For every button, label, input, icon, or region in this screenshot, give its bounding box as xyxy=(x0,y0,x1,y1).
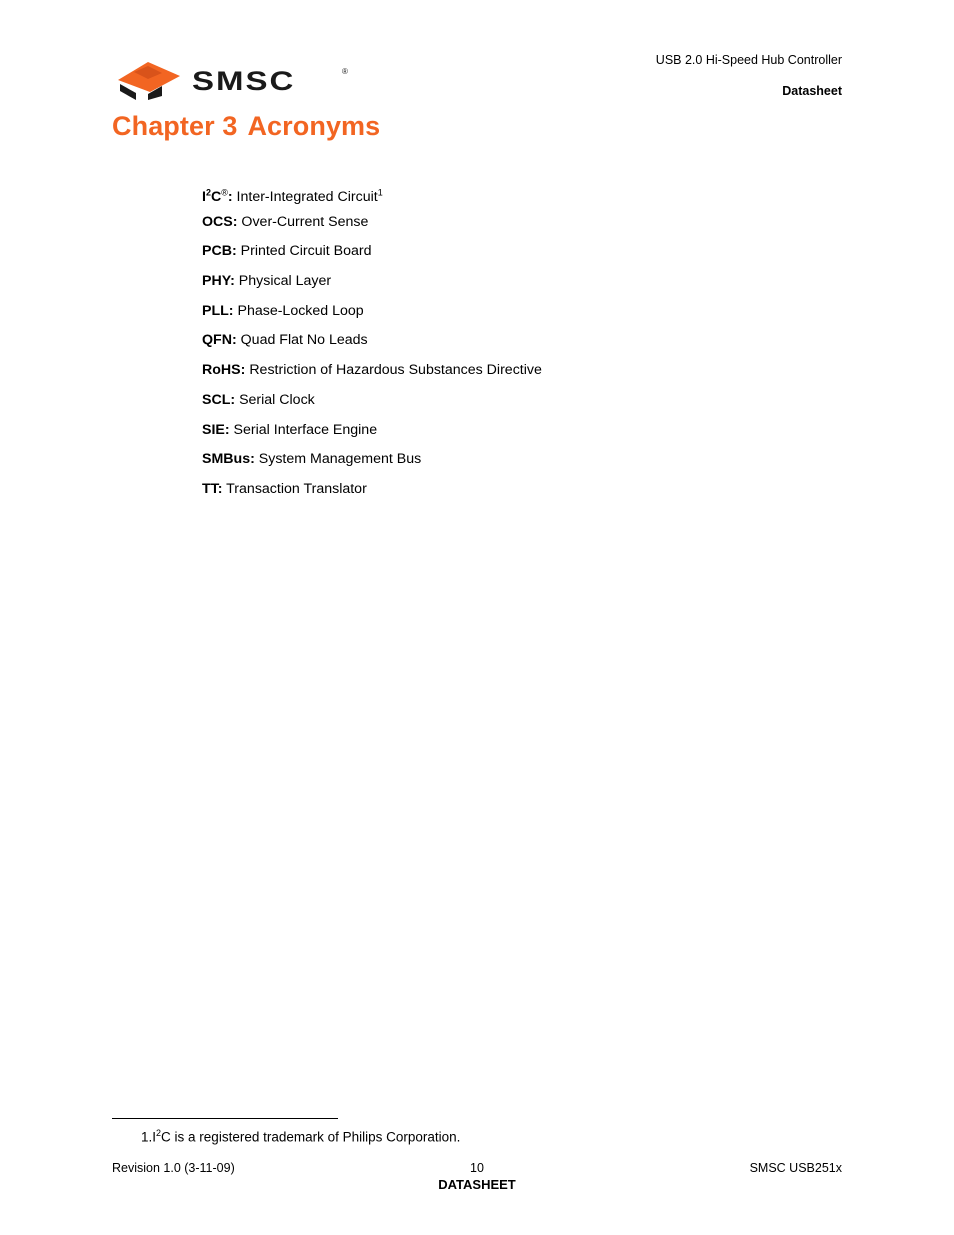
acronym-item-tt xyxy=(202,479,542,509)
acronym-item-scl xyxy=(202,390,542,420)
acronym-definition: Serial Clock xyxy=(239,391,315,408)
acronym-term: TT: xyxy=(202,480,223,497)
acronym-definition: Printed Circuit Board xyxy=(240,243,372,260)
acronym-item-phy xyxy=(202,271,542,301)
acronym-term: SCL: xyxy=(202,391,236,408)
acronym-item-rohs xyxy=(202,360,542,390)
acronym-term: SMBus: xyxy=(202,451,255,468)
acronym-definition: Transaction Translator xyxy=(226,480,367,497)
acronym-item-sie xyxy=(202,420,542,450)
chapter-number: Chapter 3 xyxy=(112,111,238,141)
acronym-term: QFN: xyxy=(202,332,237,349)
acronym-item-pll xyxy=(202,301,542,331)
acronym-definition: Physical Layer xyxy=(238,273,332,290)
acronym-term: PLL: xyxy=(202,302,234,319)
logo-cube-left xyxy=(120,84,136,100)
acronym-term: PCB: xyxy=(202,243,237,260)
smsc-logo xyxy=(118,58,358,104)
acronym-term: OCS: xyxy=(202,213,238,230)
acronym-item-i2c xyxy=(202,182,542,212)
acronym-definition: Serial Interface Engine xyxy=(233,421,378,438)
logo-registered-mark: ® xyxy=(342,67,348,76)
acronym-definition: Restriction of Hazardous Substances Directive xyxy=(249,362,542,379)
footer-product: SMSC USB251x xyxy=(749,1161,842,1175)
acronym-term: $I^2C®$: xyxy=(202,187,233,205)
doc-title: USB 2.0 Hi-Speed Hub Controller xyxy=(655,53,842,67)
acronym-item-smbus xyxy=(202,449,542,479)
footnote-ref[interactable]: 1 xyxy=(377,187,383,197)
acronym-definition: Quad Flat No Leads xyxy=(240,332,368,349)
footer-revision: Revision 1.0 (3-11-09) xyxy=(112,1161,235,1175)
acronym-definition: System Management Bus xyxy=(258,451,422,468)
footnote-divider xyxy=(112,1118,338,1119)
acronym-item-ocs xyxy=(202,212,542,242)
footer-label: DATASHEET xyxy=(438,1177,516,1192)
logo-wordmark: SMSC xyxy=(192,66,296,97)
acronym-term: RoHS: xyxy=(202,362,246,379)
acronym-definition: Inter-Integrated Circuit$^1$ xyxy=(236,187,383,205)
chapter-title: Acronyms xyxy=(247,111,381,141)
acronym-item-pcb xyxy=(202,241,542,271)
footnote-number: 1. xyxy=(141,1129,153,1145)
footnote: $1.I^2C$ is a registered trademark of Philips Corporation. xyxy=(141,1128,461,1145)
acronym-definition: Over-Current Sense xyxy=(241,213,369,230)
footnote-text: C is a registered trademark of Philips Corporation. xyxy=(161,1129,461,1145)
acronym-list xyxy=(202,182,542,509)
smsc-logo-graphic xyxy=(118,58,358,104)
doc-type: Datasheet xyxy=(782,84,842,98)
chapter-heading xyxy=(112,111,380,142)
acronym-term: SIE: xyxy=(202,421,230,438)
footer-page-number: 10 xyxy=(470,1161,484,1175)
acronym-item-qfn xyxy=(202,330,542,360)
acronym-term: PHY: xyxy=(202,273,235,290)
acronym-definition: Phase-Locked Loop xyxy=(237,302,364,319)
